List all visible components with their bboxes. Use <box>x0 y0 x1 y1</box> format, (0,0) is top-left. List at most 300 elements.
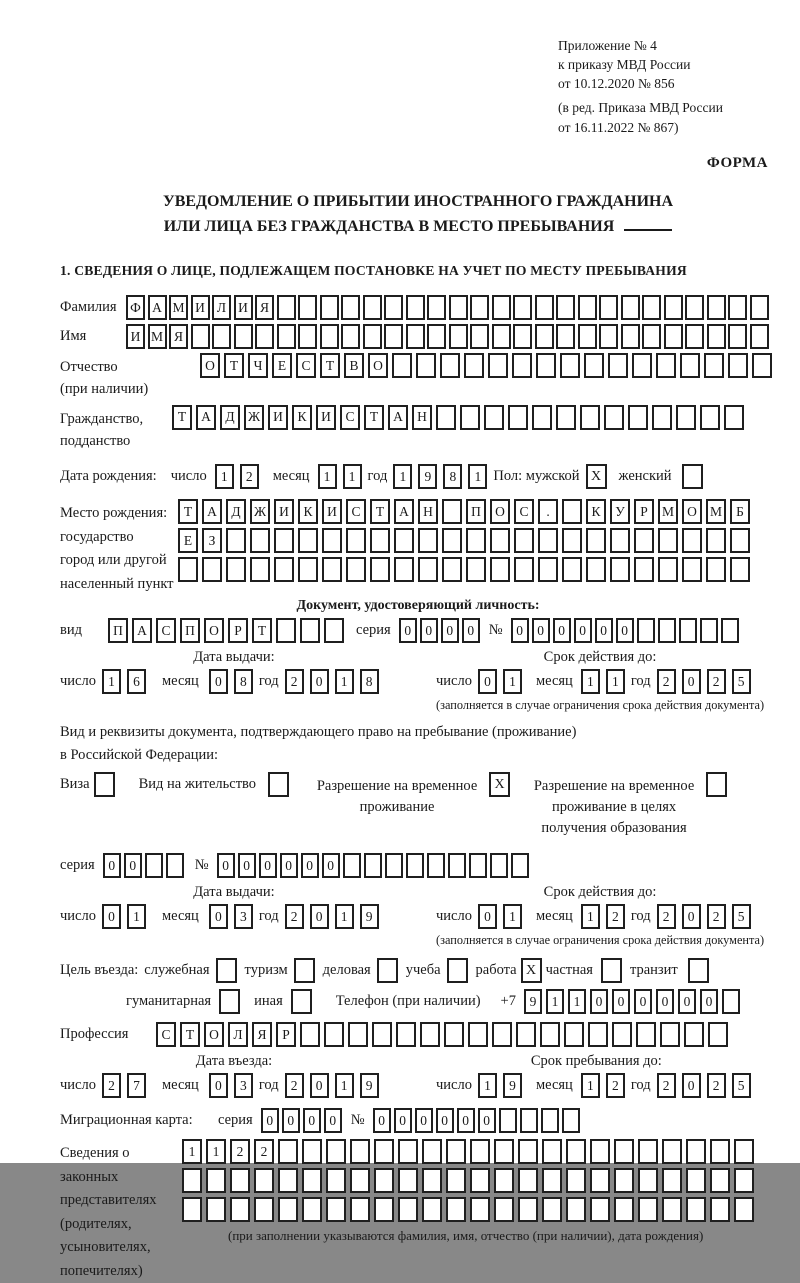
form-cell[interactable] <box>518 1139 538 1164</box>
form-cell[interactable]: 0 <box>238 853 256 878</box>
form-cell[interactable] <box>250 557 270 582</box>
form-cell[interactable]: 0 <box>595 618 613 643</box>
form-cell[interactable] <box>384 324 403 349</box>
form-cell[interactable]: 2 <box>254 1139 274 1164</box>
form-cell[interactable]: 0 <box>634 989 652 1014</box>
form-cell[interactable]: С <box>156 618 176 643</box>
form-cell[interactable] <box>734 1168 754 1193</box>
form-cell[interactable]: 0 <box>394 1108 412 1133</box>
form-cell[interactable]: О <box>682 499 702 524</box>
form-cell[interactable]: 0 <box>478 1108 496 1133</box>
form-cell[interactable] <box>446 1197 466 1222</box>
form-cell[interactable] <box>513 324 532 349</box>
form-cell[interactable] <box>449 295 468 320</box>
form-cell[interactable] <box>440 353 460 378</box>
form-cell[interactable]: 1 <box>503 669 522 694</box>
form-cell[interactable]: 1 <box>581 1073 600 1098</box>
form-cell[interactable] <box>298 557 318 582</box>
form-cell[interactable] <box>542 1197 562 1222</box>
form-cell[interactable] <box>470 1197 490 1222</box>
form-cell[interactable] <box>444 1022 464 1047</box>
form-cell[interactable] <box>724 405 744 430</box>
form-cell[interactable]: 1 <box>546 989 564 1014</box>
form-cell[interactable]: О <box>490 499 510 524</box>
form-cell[interactable] <box>346 557 366 582</box>
purpose-other-checkbox[interactable] <box>291 989 312 1014</box>
form-cell[interactable]: 1 <box>335 669 354 694</box>
form-cell[interactable] <box>374 1168 394 1193</box>
form-cell[interactable] <box>298 295 317 320</box>
form-cell[interactable] <box>634 528 654 553</box>
form-cell[interactable] <box>580 405 600 430</box>
form-cell[interactable] <box>750 324 769 349</box>
form-cell[interactable]: 0 <box>532 618 550 643</box>
form-cell[interactable] <box>350 1139 370 1164</box>
form-cell[interactable]: 0 <box>462 618 480 643</box>
form-cell[interactable] <box>363 295 382 320</box>
form-cell[interactable] <box>484 405 504 430</box>
form-cell[interactable]: 0 <box>441 618 459 643</box>
form-cell[interactable] <box>300 618 320 643</box>
form-cell[interactable] <box>710 1168 730 1193</box>
temp-residence-checkbox[interactable]: X <box>489 772 510 797</box>
form-cell[interactable] <box>422 1197 442 1222</box>
form-cell[interactable] <box>422 1168 442 1193</box>
form-cell[interactable]: М <box>658 499 678 524</box>
form-cell[interactable]: 1 <box>568 989 586 1014</box>
form-cell[interactable]: П <box>180 618 200 643</box>
form-cell[interactable] <box>277 324 296 349</box>
form-cell[interactable] <box>511 853 529 878</box>
visa-checkbox[interactable] <box>94 772 115 797</box>
purpose-transit-checkbox[interactable] <box>688 958 709 983</box>
form-cell[interactable]: 1 <box>606 669 625 694</box>
form-cell[interactable] <box>416 353 436 378</box>
form-cell[interactable] <box>464 353 484 378</box>
form-cell[interactable]: 1 <box>335 1073 354 1098</box>
form-cell[interactable]: 2 <box>707 1073 726 1098</box>
form-cell[interactable]: Р <box>276 1022 296 1047</box>
form-cell[interactable]: 2 <box>707 669 726 694</box>
form-cell[interactable] <box>564 1022 584 1047</box>
form-cell[interactable] <box>707 295 726 320</box>
form-cell[interactable] <box>728 295 747 320</box>
form-cell[interactable] <box>636 1022 656 1047</box>
form-cell[interactable] <box>442 499 462 524</box>
form-cell[interactable] <box>488 353 508 378</box>
form-cell[interactable]: С <box>514 499 534 524</box>
form-cell[interactable] <box>370 557 390 582</box>
form-cell[interactable] <box>298 324 317 349</box>
form-cell[interactable] <box>274 528 294 553</box>
form-cell[interactable] <box>608 353 628 378</box>
form-cell[interactable]: 1 <box>318 464 337 489</box>
form-cell[interactable] <box>322 557 342 582</box>
form-cell[interactable]: И <box>316 405 336 430</box>
form-cell[interactable] <box>490 557 510 582</box>
form-cell[interactable] <box>536 353 556 378</box>
form-cell[interactable] <box>662 1197 682 1222</box>
form-cell[interactable]: Р <box>634 499 654 524</box>
form-cell[interactable]: И <box>191 295 210 320</box>
form-cell[interactable] <box>350 1168 370 1193</box>
form-cell[interactable]: 0 <box>103 853 121 878</box>
form-cell[interactable] <box>442 557 462 582</box>
form-cell[interactable] <box>326 1197 346 1222</box>
form-cell[interactable]: 9 <box>503 1073 522 1098</box>
form-cell[interactable]: 9 <box>360 1073 379 1098</box>
purpose-private-checkbox[interactable] <box>601 958 622 983</box>
form-cell[interactable] <box>406 324 425 349</box>
form-cell[interactable] <box>202 557 222 582</box>
form-cell[interactable] <box>324 1022 344 1047</box>
form-cell[interactable] <box>610 557 630 582</box>
form-cell[interactable] <box>700 618 718 643</box>
form-cell[interactable]: 1 <box>215 464 234 489</box>
purpose-study-checkbox[interactable] <box>447 958 468 983</box>
form-cell[interactable] <box>234 324 253 349</box>
form-cell[interactable] <box>638 1197 658 1222</box>
form-cell[interactable]: 9 <box>524 989 542 1014</box>
form-cell[interactable] <box>341 295 360 320</box>
form-cell[interactable] <box>348 1022 368 1047</box>
form-cell[interactable] <box>658 557 678 582</box>
form-cell[interactable] <box>230 1197 250 1222</box>
form-cell[interactable] <box>326 1168 346 1193</box>
form-cell[interactable] <box>682 528 702 553</box>
form-cell[interactable] <box>682 557 702 582</box>
form-cell[interactable] <box>324 618 344 643</box>
form-cell[interactable]: 5 <box>732 669 751 694</box>
form-cell[interactable]: Я <box>169 324 188 349</box>
form-cell[interactable] <box>226 557 246 582</box>
form-cell[interactable] <box>638 1168 658 1193</box>
form-cell[interactable] <box>508 405 528 430</box>
form-cell[interactable] <box>614 1197 634 1222</box>
form-cell[interactable] <box>514 528 534 553</box>
form-cell[interactable] <box>562 1108 580 1133</box>
form-cell[interactable] <box>642 324 661 349</box>
form-cell[interactable]: 0 <box>656 989 674 1014</box>
form-cell[interactable] <box>706 528 726 553</box>
form-cell[interactable] <box>302 1168 322 1193</box>
form-cell[interactable] <box>250 528 270 553</box>
form-cell[interactable] <box>542 1168 562 1193</box>
form-cell[interactable] <box>470 324 489 349</box>
form-cell[interactable] <box>370 528 390 553</box>
form-cell[interactable]: Р <box>228 618 248 643</box>
form-cell[interactable] <box>728 324 747 349</box>
form-cell[interactable]: 0 <box>217 853 235 878</box>
form-cell[interactable] <box>518 1168 538 1193</box>
form-cell[interactable] <box>535 295 554 320</box>
form-cell[interactable] <box>343 853 361 878</box>
form-cell[interactable]: 0 <box>209 1073 228 1098</box>
form-cell[interactable]: Я <box>255 295 274 320</box>
form-cell[interactable] <box>230 1168 250 1193</box>
form-cell[interactable]: Е <box>272 353 292 378</box>
form-cell[interactable]: К <box>292 405 312 430</box>
form-cell[interactable]: Т <box>224 353 244 378</box>
form-cell[interactable]: 2 <box>707 904 726 929</box>
form-cell[interactable] <box>706 557 726 582</box>
form-cell[interactable] <box>254 1197 274 1222</box>
form-cell[interactable] <box>734 1139 754 1164</box>
form-cell[interactable]: 0 <box>574 618 592 643</box>
form-cell[interactable] <box>556 405 576 430</box>
form-cell[interactable]: 2 <box>230 1139 250 1164</box>
form-cell[interactable] <box>277 295 296 320</box>
form-cell[interactable] <box>562 528 582 553</box>
form-cell[interactable] <box>326 1139 346 1164</box>
form-cell[interactable]: Е <box>178 528 198 553</box>
form-cell[interactable]: 2 <box>102 1073 121 1098</box>
form-cell[interactable]: 0 <box>209 904 228 929</box>
form-cell[interactable]: М <box>706 499 726 524</box>
form-cell[interactable]: 0 <box>280 853 298 878</box>
form-cell[interactable] <box>384 295 403 320</box>
form-cell[interactable] <box>350 1197 370 1222</box>
form-cell[interactable]: К <box>298 499 318 524</box>
form-cell[interactable] <box>590 1139 610 1164</box>
form-cell[interactable] <box>658 528 678 553</box>
sex-female-checkbox[interactable] <box>682 464 703 489</box>
form-cell[interactable] <box>590 1168 610 1193</box>
form-cell[interactable] <box>394 557 414 582</box>
form-cell[interactable] <box>182 1197 202 1222</box>
form-cell[interactable] <box>562 557 582 582</box>
form-cell[interactable] <box>422 1139 442 1164</box>
form-cell[interactable]: 2 <box>657 669 676 694</box>
form-cell[interactable]: 1 <box>343 464 362 489</box>
form-cell[interactable]: 0 <box>436 1108 454 1133</box>
form-cell[interactable] <box>274 557 294 582</box>
form-cell[interactable]: 0 <box>259 853 277 878</box>
form-cell[interactable] <box>178 557 198 582</box>
form-cell[interactable]: 0 <box>478 904 497 929</box>
form-cell[interactable] <box>652 405 672 430</box>
form-cell[interactable] <box>427 324 446 349</box>
form-cell[interactable] <box>566 1168 586 1193</box>
form-cell[interactable] <box>538 557 558 582</box>
form-cell[interactable] <box>578 324 597 349</box>
form-cell[interactable] <box>628 405 648 430</box>
form-cell[interactable] <box>752 353 772 378</box>
form-cell[interactable] <box>685 324 704 349</box>
form-cell[interactable] <box>320 295 339 320</box>
form-cell[interactable]: 0 <box>399 618 417 643</box>
form-cell[interactable] <box>276 618 296 643</box>
place-name-blank[interactable] <box>624 217 672 231</box>
form-cell[interactable] <box>686 1168 706 1193</box>
temp-residence-education-checkbox[interactable] <box>706 772 727 797</box>
form-cell[interactable]: Л <box>212 295 231 320</box>
form-cell[interactable] <box>490 853 508 878</box>
form-cell[interactable]: 0 <box>415 1108 433 1133</box>
form-cell[interactable]: Ж <box>250 499 270 524</box>
form-cell[interactable]: 0 <box>478 669 497 694</box>
form-cell[interactable] <box>374 1139 394 1164</box>
form-cell[interactable] <box>686 1197 706 1222</box>
form-cell[interactable] <box>470 1139 490 1164</box>
form-cell[interactable] <box>166 853 184 878</box>
form-cell[interactable] <box>516 1022 536 1047</box>
form-cell[interactable]: А <box>196 405 216 430</box>
form-cell[interactable]: 0 <box>102 904 121 929</box>
form-cell[interactable]: И <box>234 295 253 320</box>
form-cell[interactable] <box>446 1139 466 1164</box>
form-cell[interactable] <box>492 295 511 320</box>
form-cell[interactable] <box>427 853 445 878</box>
form-cell[interactable]: 0 <box>261 1108 279 1133</box>
form-cell[interactable]: И <box>274 499 294 524</box>
form-cell[interactable]: Я <box>252 1022 272 1047</box>
form-cell[interactable]: И <box>322 499 342 524</box>
form-cell[interactable]: С <box>296 353 316 378</box>
form-cell[interactable] <box>532 405 552 430</box>
form-cell[interactable] <box>535 324 554 349</box>
form-cell[interactable] <box>562 499 582 524</box>
form-cell[interactable]: 9 <box>360 904 379 929</box>
form-cell[interactable]: 1 <box>581 904 600 929</box>
form-cell[interactable]: А <box>388 405 408 430</box>
form-cell[interactable]: Т <box>252 618 272 643</box>
form-cell[interactable]: И <box>268 405 288 430</box>
form-cell[interactable]: 1 <box>335 904 354 929</box>
form-cell[interactable]: 3 <box>234 904 253 929</box>
form-cell[interactable] <box>556 295 575 320</box>
form-cell[interactable]: С <box>346 499 366 524</box>
form-cell[interactable]: М <box>169 295 188 320</box>
form-cell[interactable] <box>728 353 748 378</box>
form-cell[interactable]: 1 <box>468 464 487 489</box>
form-cell[interactable] <box>540 1022 560 1047</box>
form-cell[interactable] <box>621 295 640 320</box>
form-cell[interactable] <box>448 853 466 878</box>
form-cell[interactable] <box>632 353 652 378</box>
form-cell[interactable] <box>446 1168 466 1193</box>
form-cell[interactable] <box>710 1139 730 1164</box>
form-cell[interactable]: Т <box>364 405 384 430</box>
form-cell[interactable]: Т <box>178 499 198 524</box>
form-cell[interactable] <box>436 405 456 430</box>
form-cell[interactable]: 1 <box>581 669 600 694</box>
form-cell[interactable]: 5 <box>732 904 751 929</box>
form-cell[interactable] <box>586 528 606 553</box>
form-cell[interactable] <box>662 1168 682 1193</box>
form-cell[interactable] <box>656 353 676 378</box>
form-cell[interactable] <box>300 1022 320 1047</box>
form-cell[interactable] <box>372 1022 392 1047</box>
form-cell[interactable] <box>518 1197 538 1222</box>
form-cell[interactable]: 0 <box>457 1108 475 1133</box>
form-cell[interactable] <box>494 1168 514 1193</box>
form-cell[interactable] <box>490 528 510 553</box>
form-cell[interactable]: 3 <box>234 1073 253 1098</box>
form-cell[interactable] <box>614 1139 634 1164</box>
form-cell[interactable]: А <box>132 618 152 643</box>
form-cell[interactable] <box>212 324 231 349</box>
form-cell[interactable]: 0 <box>282 1108 300 1133</box>
form-cell[interactable] <box>684 1022 704 1047</box>
form-cell[interactable]: 0 <box>310 669 329 694</box>
form-cell[interactable] <box>708 1022 728 1047</box>
form-cell[interactable]: 0 <box>511 618 529 643</box>
form-cell[interactable]: А <box>202 499 222 524</box>
form-cell[interactable] <box>538 528 558 553</box>
form-cell[interactable] <box>638 1139 658 1164</box>
form-cell[interactable]: 2 <box>285 1073 304 1098</box>
form-cell[interactable] <box>721 618 739 643</box>
form-cell[interactable]: 2 <box>285 904 304 929</box>
form-cell[interactable] <box>722 989 740 1014</box>
form-cell[interactable] <box>586 557 606 582</box>
form-cell[interactable] <box>460 405 480 430</box>
form-cell[interactable]: 0 <box>678 989 696 1014</box>
form-cell[interactable]: 0 <box>700 989 718 1014</box>
form-cell[interactable]: П <box>466 499 486 524</box>
form-cell[interactable] <box>254 1168 274 1193</box>
form-cell[interactable] <box>704 353 724 378</box>
form-cell[interactable]: Д <box>220 405 240 430</box>
form-cell[interactable] <box>466 557 486 582</box>
form-cell[interactable]: 1 <box>206 1139 226 1164</box>
form-cell[interactable]: 1 <box>393 464 412 489</box>
form-cell[interactable] <box>634 557 654 582</box>
form-cell[interactable]: С <box>156 1022 176 1047</box>
form-cell[interactable]: 0 <box>612 989 630 1014</box>
form-cell[interactable] <box>560 353 580 378</box>
form-cell[interactable]: 9 <box>418 464 437 489</box>
form-cell[interactable] <box>341 324 360 349</box>
form-cell[interactable]: 0 <box>682 1073 701 1098</box>
form-cell[interactable] <box>346 528 366 553</box>
purpose-tourism-checkbox[interactable] <box>294 958 315 983</box>
form-cell[interactable] <box>556 324 575 349</box>
form-cell[interactable] <box>278 1139 298 1164</box>
form-cell[interactable] <box>599 295 618 320</box>
form-cell[interactable]: 7 <box>127 1073 146 1098</box>
form-cell[interactable]: Т <box>320 353 340 378</box>
form-cell[interactable]: 0 <box>301 853 319 878</box>
purpose-business-checkbox[interactable] <box>377 958 398 983</box>
form-cell[interactable] <box>707 324 726 349</box>
form-cell[interactable]: Б <box>730 499 750 524</box>
form-cell[interactable] <box>612 1022 632 1047</box>
form-cell[interactable] <box>320 324 339 349</box>
form-cell[interactable] <box>494 1197 514 1222</box>
form-cell[interactable] <box>680 353 700 378</box>
purpose-official-checkbox[interactable] <box>216 958 237 983</box>
form-cell[interactable]: О <box>200 353 220 378</box>
form-cell[interactable] <box>420 1022 440 1047</box>
form-cell[interactable] <box>278 1197 298 1222</box>
form-cell[interactable] <box>621 324 640 349</box>
form-cell[interactable]: 2 <box>285 669 304 694</box>
form-cell[interactable]: З <box>202 528 222 553</box>
form-cell[interactable]: А <box>148 295 167 320</box>
form-cell[interactable] <box>298 528 318 553</box>
form-cell[interactable] <box>610 528 630 553</box>
form-cell[interactable] <box>398 1139 418 1164</box>
form-cell[interactable] <box>427 295 446 320</box>
form-cell[interactable] <box>730 557 750 582</box>
form-cell[interactable]: 0 <box>124 853 142 878</box>
form-cell[interactable]: 0 <box>303 1108 321 1133</box>
form-cell[interactable]: Л <box>228 1022 248 1047</box>
form-cell[interactable] <box>470 1168 490 1193</box>
sex-male-checkbox[interactable]: X <box>586 464 607 489</box>
